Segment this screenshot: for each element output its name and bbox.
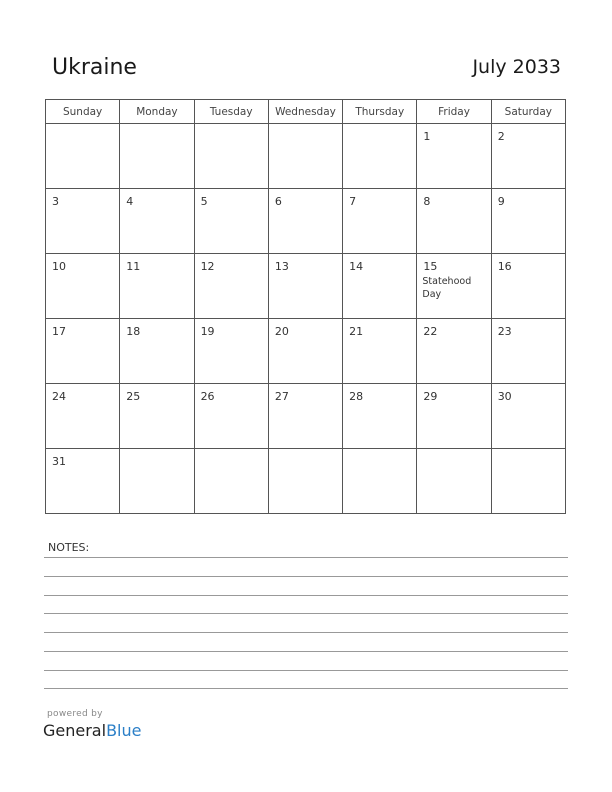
week-row-6 <box>46 449 566 514</box>
week-row-2 <box>46 189 566 254</box>
day-cell <box>268 254 342 319</box>
day-cell <box>343 319 417 384</box>
day-number: 9 <box>497 195 505 208</box>
powered-by-text: powered by <box>47 709 103 719</box>
weekday-saturday: Saturday <box>491 100 565 124</box>
day-cell <box>194 189 268 254</box>
generalblue-logo <box>43 721 141 740</box>
day-cell <box>46 124 120 189</box>
weekday-wednesday: Wednesday <box>268 100 342 124</box>
week-row-4 <box>46 319 566 384</box>
day-number: 10 <box>52 260 66 273</box>
day-number: 11 <box>126 260 141 273</box>
holiday-label: Statehood Day <box>422 276 472 300</box>
day-cell <box>46 449 120 514</box>
day-cell <box>120 254 194 319</box>
day-cell <box>194 124 268 189</box>
day-cell <box>268 189 342 254</box>
weekday-thursday: Thursday <box>343 100 417 124</box>
weekday-monday: Monday <box>120 100 194 124</box>
day-cell <box>46 384 120 449</box>
day-number: 24 <box>52 390 66 403</box>
calendar-grid <box>45 99 566 514</box>
note-line <box>44 651 568 652</box>
day-cell <box>491 254 565 319</box>
day-cell <box>268 449 342 514</box>
note-line <box>44 632 568 633</box>
day-number <box>343 124 416 131</box>
day-number: 5 <box>200 195 208 208</box>
day-cell <box>120 384 194 449</box>
day-number: 8 <box>423 195 431 208</box>
day-number: 19 <box>200 325 215 338</box>
month-year-title: July 2033 <box>472 56 561 78</box>
day-number: 31 <box>52 455 66 468</box>
note-line <box>44 557 568 558</box>
day-number: 13 <box>274 260 289 273</box>
week-row-1 <box>46 124 566 189</box>
week-row-5 <box>46 384 566 449</box>
day-cell <box>343 384 417 449</box>
day-number <box>46 124 119 131</box>
day-cell <box>491 319 565 384</box>
day-number <box>269 124 342 131</box>
day-number: 27 <box>274 390 289 403</box>
day-number: 15 <box>423 260 438 273</box>
day-cell <box>417 449 491 514</box>
brand-blue: Blue <box>106 721 142 740</box>
day-number: 21 <box>349 325 364 338</box>
weekday-header-row <box>46 100 566 124</box>
day-number <box>417 449 490 456</box>
week-row-3 <box>46 254 566 319</box>
day-number: 25 <box>126 390 141 403</box>
weekday-friday: Friday <box>417 100 491 124</box>
day-number: 4 <box>126 195 134 208</box>
day-cell <box>491 189 565 254</box>
day-number <box>120 124 193 131</box>
day-number: 23 <box>497 325 512 338</box>
day-number: 22 <box>423 325 438 338</box>
day-number <box>195 449 268 456</box>
day-number: 30 <box>497 390 512 403</box>
day-cell <box>343 449 417 514</box>
day-cell <box>120 124 194 189</box>
day-cell <box>417 384 491 449</box>
weekday-sunday: Sunday <box>46 100 120 124</box>
day-cell <box>194 319 268 384</box>
day-cell <box>120 189 194 254</box>
day-cell <box>491 384 565 449</box>
day-cell <box>343 254 417 319</box>
day-number: 18 <box>126 325 141 338</box>
day-number: 7 <box>349 195 357 208</box>
day-cell <box>491 124 565 189</box>
day-cell <box>343 124 417 189</box>
day-number: 28 <box>349 390 364 403</box>
day-cell <box>417 124 491 189</box>
day-number <box>492 449 565 456</box>
day-number: 12 <box>200 260 215 273</box>
note-line <box>44 595 568 596</box>
day-cell <box>46 189 120 254</box>
notes-label: NOTES: <box>48 541 90 554</box>
day-cell <box>417 189 491 254</box>
day-number: 6 <box>274 195 282 208</box>
day-number: 2 <box>497 130 505 143</box>
day-cell <box>194 254 268 319</box>
day-cell <box>268 124 342 189</box>
day-cell <box>343 189 417 254</box>
day-cell <box>417 319 491 384</box>
day-number: 20 <box>274 325 289 338</box>
day-number: 14 <box>349 260 364 273</box>
day-cell <box>120 319 194 384</box>
day-cell <box>120 449 194 514</box>
day-cell <box>268 319 342 384</box>
note-line <box>44 670 568 671</box>
brand-general: General <box>43 721 107 740</box>
weekday-tuesday: Tuesday <box>194 100 268 124</box>
day-number: 26 <box>200 390 215 403</box>
day-cell-holiday <box>417 254 491 319</box>
day-number: 29 <box>423 390 438 403</box>
day-cell <box>194 384 268 449</box>
note-line <box>44 576 568 577</box>
day-number: 3 <box>52 195 59 208</box>
day-number <box>195 124 268 131</box>
day-number <box>120 449 193 456</box>
day-cell <box>46 319 120 384</box>
day-number: 16 <box>497 260 512 273</box>
note-line <box>44 688 568 689</box>
day-number: 17 <box>52 325 66 338</box>
country-title: Ukraine <box>52 55 137 80</box>
day-cell <box>46 254 120 319</box>
day-cell <box>268 384 342 449</box>
day-number: 1 <box>423 130 431 143</box>
day-cell <box>491 449 565 514</box>
day-cell <box>194 449 268 514</box>
day-number <box>343 449 416 456</box>
day-number <box>269 449 342 456</box>
note-line <box>44 613 568 614</box>
